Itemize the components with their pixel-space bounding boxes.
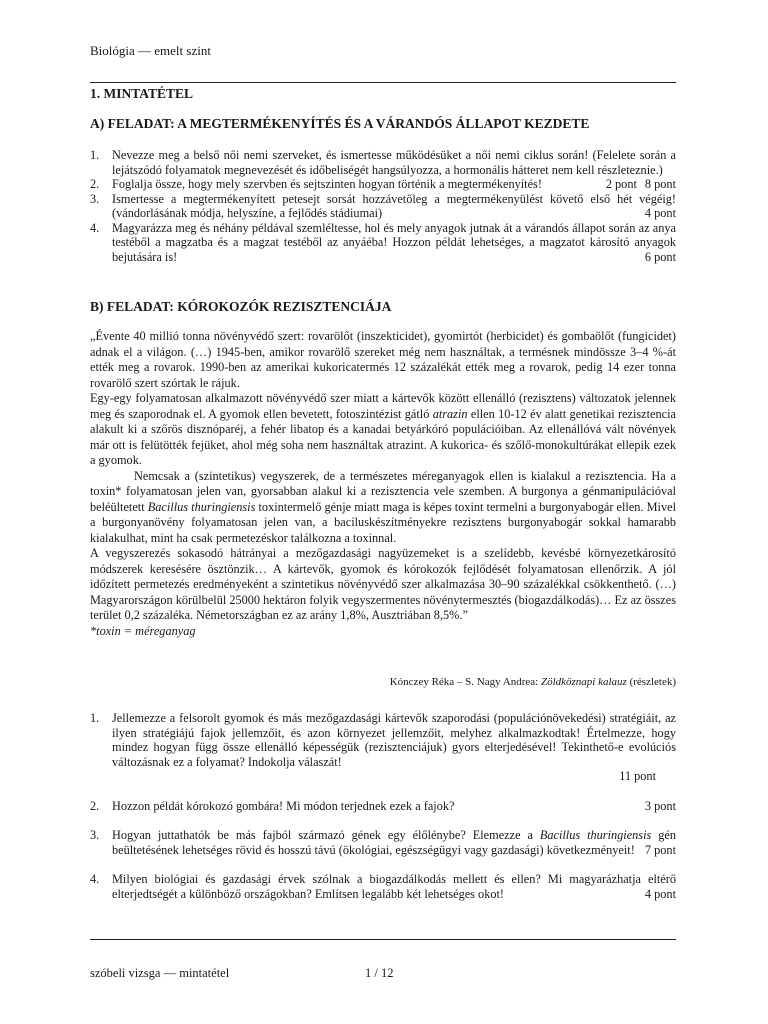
item-number: 2. — [90, 798, 100, 813]
footer-rule — [90, 939, 676, 940]
item-text: Foglalja össze, hogy mely szervben és sejtszinten hogyan történik a megtermékenyítés! — [112, 177, 542, 191]
quote-paragraph: „Évente 40 millió tonna növényvédő szert: rovarölőt (inszekticidet), gyomirtót (herbicidet) és gombaölőt (fungicidet) adnak el a világon. (…) 1945-ben, amikor rovarölő szereket még nem használtak, a termésnek mindössze 3–4 %-át ették meg a rovarok. 1990-ben az amerikai kukoricatermés 12 százalékát ették meg a rovarok, pedig 14 ezer tonna rovarölő szert szórtak le rájuk. — [90, 329, 676, 390]
item-points: 8 pont — [644, 177, 676, 191]
item-number: 3. — [90, 191, 100, 206]
page-title: 1. MINTATÉTEL — [90, 86, 194, 101]
page-number: 1 / 12 — [365, 966, 394, 980]
item-text: Magyarázza meg és néhány példával szemléltesse, hol és mely anyagok jutnak át a várandós állapot során az anya testéből a magzatba és a magzat testéből az anyáéba! Hozzon példát lehetséges, a magzatot károsító anyagok bejutására is! — [112, 220, 676, 264]
item-points: 11 pont — [619, 769, 656, 783]
item-points: 4 pont — [644, 886, 676, 901]
item-text: Hozzon példát kórokozó gombára! Mi módon terjednek ezek a fajok? — [112, 798, 455, 813]
item-number: 1. — [90, 711, 100, 725]
task-b-item — [90, 828, 676, 857]
item-number: 3. — [90, 828, 100, 842]
item-text: Nevezze meg a belső női nemi szerveket, és ismertesse működésüket a női nemi ciklus során! (Felelete során a lejátszódó folyamatok megnevezését és időbeliségét hangsúlyozza, a hormonális hátteret nem kell részleteznie.) — [112, 148, 676, 177]
task-a-list — [90, 148, 676, 264]
task-b-item — [90, 799, 676, 814]
task-b-item — [90, 872, 676, 901]
item-text: Milyen biológiai és gazdasági érvek szólnak a biogazdálkodás mellett és ellen? Mi magyarázhatja eltérő elterjedtségét a különböző országokban? Említsen legalább két lehetséges okot! — [112, 872, 676, 901]
footer-left: szóbeli vizsga — mintatétel — [90, 966, 230, 980]
item-points: 2 pont — [605, 177, 637, 191]
item-text: Jellemezze a felsorolt gyomok és más mezőgazdasági kártevők szaporodási (populációnövekedési) stratégiáit, az ilyen stratégiájú fajok jellemzőit, és azon környezet jellemzőit, melyhez alkalmazkodtak! Értelmezze, hogy mindez hogyan függ össze ellenálló képességük (rezisztenciájuk) gyors elterjedésével! Tekinthető-e evolúciós változásnak ez a folyamat? Indokolja válaszát! — [112, 711, 676, 769]
quoted-passage — [90, 329, 676, 639]
task-a-item — [90, 221, 676, 265]
item-points: 7 pont — [644, 842, 676, 857]
atrazin-term: atrazin — [432, 406, 468, 421]
document-page — [90, 0, 676, 1024]
quote-paragraph: Nemcsak a (szintetikus) vegyszerek, de a természetes méreganyagok ellen is kialakul a rezisztencia. Ha a toxin* folyamatosan jelen van, gyorsabban alakul ki a rezisztencia vele szemben. A burgonya a génmanipulációval beléültetett Bacillus thuringiensis toxintermelő génje miatt maga is képes toxint termelni a burgonyabogár ellen. Mivel a burgonyanövény folyamatosan jelen van, a baciluskészítményekre rezisztens burgonyabogár sokkal hamarabb kialakulhat, mint ha csak permetezéskor találkozna a toxinnal. — [90, 468, 676, 545]
item-number: 1. — [90, 148, 100, 162]
task-a-item — [90, 177, 676, 192]
task-b-item — [90, 711, 676, 784]
quote-paragraph: A vegyszerezés sokasodó hátrányai a mezőgazdasági nagyüzemeket is a szelídebb, kevésbé környezetkárosító módszerek keresésére ösztönzik… A kártevők, gyomok és kórokozók fejlődését folyamatosan ellenőrzik. A jól időzített permetezés eredményeként a szintetikus növényvédő szer alkalmazása 30–90 százalékkal csökkenthető. (…) Magyarországon körülbelül 25000 hektáron folyik vegyszermentes növénytermesztés (biogazdálkodás)… Ez az összes terület 0,2 százaléka. Németországban ez az arány 1,8%, Ausztriában 8,5%.” — [90, 546, 676, 622]
task-b-list — [90, 711, 676, 916]
item-points: 3 pont — [644, 798, 676, 813]
item-text: Hogyan juttathatók be más fajból származó gének egy élőlénybe? Elemezze a Bacillus thuringiensis gén beültetésének lehetséges rövid és hosszú távú (ökológiai, egészségügyi vagy gazdasági) következményeit! — [112, 828, 676, 857]
item-points: 4 pont — [644, 206, 676, 220]
source-citation: Kónczey Réka – S. Nagy Andrea: Zöldköznapi kalauz (részletek) — [389, 676, 676, 688]
page-header: Biológia — emelt szint — [90, 43, 211, 58]
item-number: 4. — [90, 872, 100, 886]
item-number: 2. — [90, 177, 100, 191]
task-a-heading: A) FELADAT: A MEGTERMÉKENYÍTÉS ÉS A VÁRANDÓS ÁLLAPOT KEZDETE — [90, 116, 590, 131]
quote-paragraph: Egy-egy folyamatosan alkalmazott növényvédő szer miatt a kártevők között ellenálló (rezisztens) változatok jelennek meg és szaporodnak el. A gyomok ellen bevetett, fotoszintézist gátló atrazin ellen 10-12 év alatt genetikai rezisztencia alakult ki a szőrös disznóparéj, a fehér libatop és a kanadai betyárkóró populációiban. Az ellenállóvá vált növények már ott is felütötték fejüket, ahol még soha nem használtak atrazint. A kukorica- és szőlő-monokultúrákat ellepik ezek a gyomok. — [90, 391, 676, 467]
task-a-item — [90, 192, 676, 221]
item-number: 4. — [90, 220, 100, 235]
bacillus-term: Bacillus thuringiensis — [147, 499, 256, 514]
item-points: 6 pont — [644, 249, 676, 264]
item-text: Ismertesse a megtermékenyített petesejt sorsát hozzávetőleg a megtermékenyülést követő első hét végéig! (vándorlásának módja, helyszíne, a fejlődés stádiumai) — [112, 191, 676, 220]
header-rule — [90, 82, 676, 83]
task-b-heading: B) FELADAT: KÓROKOZÓK REZISZTENCIÁJA — [90, 299, 392, 314]
footnote: *toxin = méreganyag — [90, 623, 196, 638]
